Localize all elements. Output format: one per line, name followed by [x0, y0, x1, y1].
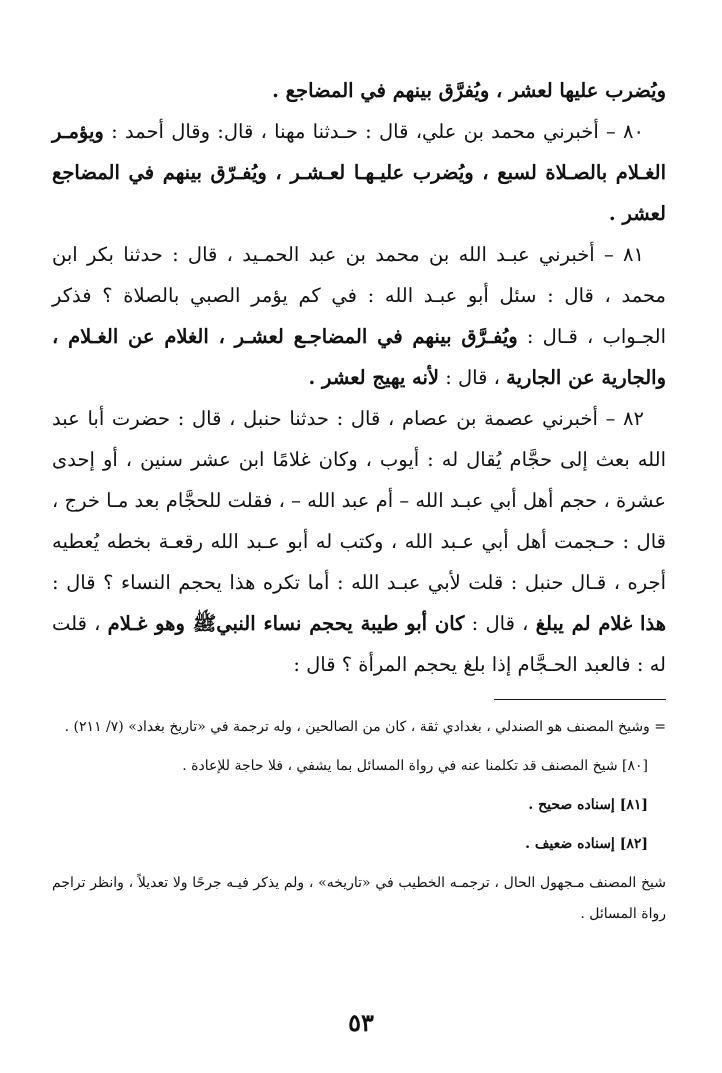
narration-text: ٨٠ – أخبرني محمد بن علي، قال : حـدثنا مهنا ، قال: وقال أحمد : — [103, 120, 644, 143]
narration-text: ٨٢ – أخبرني عصمة بن عصام ، قال : حدثنا حنبل ، قال : حضرت أبا عبد الله بعث إلى حجَّام يُقال له : أيوب ، وكان غلامًا ابن عشر سنين ، أو إحدى عشرة ، حجم أهل أبي عبـد الله – أم عبد الله – ، فقلت للحجَّام بعد مـا خرج ، قال : حـجمت أهل أبي عـبد الله ، وكتب له أبو عـبد الله رقعـة بخطه يُعطيه أجره ، قـال حنبل : قلت لأبي عبـد الله : أما تكره هذا يحجم النساء ؟ قال : — [52, 407, 666, 594]
bold-text: كان أبو طيبة يحجم نساء النبيﷺ وهو غـلام — [107, 612, 465, 635]
footnote-separator — [494, 699, 666, 700]
footnote-82-detail: شيخ المصنف مـجهول الحال ، ترجمـه الخطيب في «تاريخه» ، ولم يذكر فيـه جرحًا ولا تعديلاً ، وانظر تراجم رواة المسائل . — [52, 875, 666, 922]
footnotes — [52, 712, 666, 930]
footnote-continuation: = وشيخ المصنف هو الصندلي ، بغدادي ثقة ، كان من الصالحين ، وله ترجمة في «تاريخ بغداد» (٧/ ٢١١) . — [64, 719, 666, 735]
bold-text: ويُضرب عليها لعشر ، ويُفرَّق بينهم في المضاجع . — [272, 79, 666, 102]
paragraph-81 — [52, 234, 666, 398]
paragraph-continuation — [52, 70, 666, 111]
footnote-82: [٨٢] إسناده ضعيف . — [525, 836, 648, 852]
bold-text: لأنه يهيج لعشر . — [308, 366, 440, 389]
footnote-80: [٨٠] شيخ المصنف قد تكلمنا عنه في رواة المسائل بما يشفي ، فلا حاجة للإعادة . — [182, 758, 648, 774]
narration-text: ، قال : — [439, 366, 507, 389]
page-number: ٥٣ — [348, 1008, 374, 1037]
bold-text: هذا غلام لم يبلغ — [535, 612, 666, 635]
narration-text: ٨١ – أخبرني عبـد الله بن محمد بن عبد الحمـيد ، قال : حدثنا بكر ابن محمد ، قال : سئل أبو عبـد الله : في كم يؤمر الصبي بالصلاة ؟ فذكر الجـواب ، قـال : — [52, 243, 666, 348]
narration-text: ، قال : — [464, 612, 536, 635]
paragraph-82 — [52, 398, 666, 685]
bold-text: ويؤمـر الغـلام بالصـلاة لسبع ، ويُضرب عليـهـا لعـشـر ، ويُفـرّق بينهم في المضاجع لعشر . — [52, 120, 666, 225]
bold-text: ويُفـرَّق بينهم في المضاجـع لعشـر ، الغلام عن الغـلام ، والجارية عن الجارية — [52, 325, 666, 389]
narration-text: ، قلت له : فالعبد الحـجَّام إذا بلغ يحجم المرأة ؟ قال : — [52, 612, 666, 676]
footnote-81: [٨١] إسناده صحيح . — [528, 797, 648, 813]
main-text — [52, 70, 666, 685]
paragraph-80 — [52, 111, 666, 234]
